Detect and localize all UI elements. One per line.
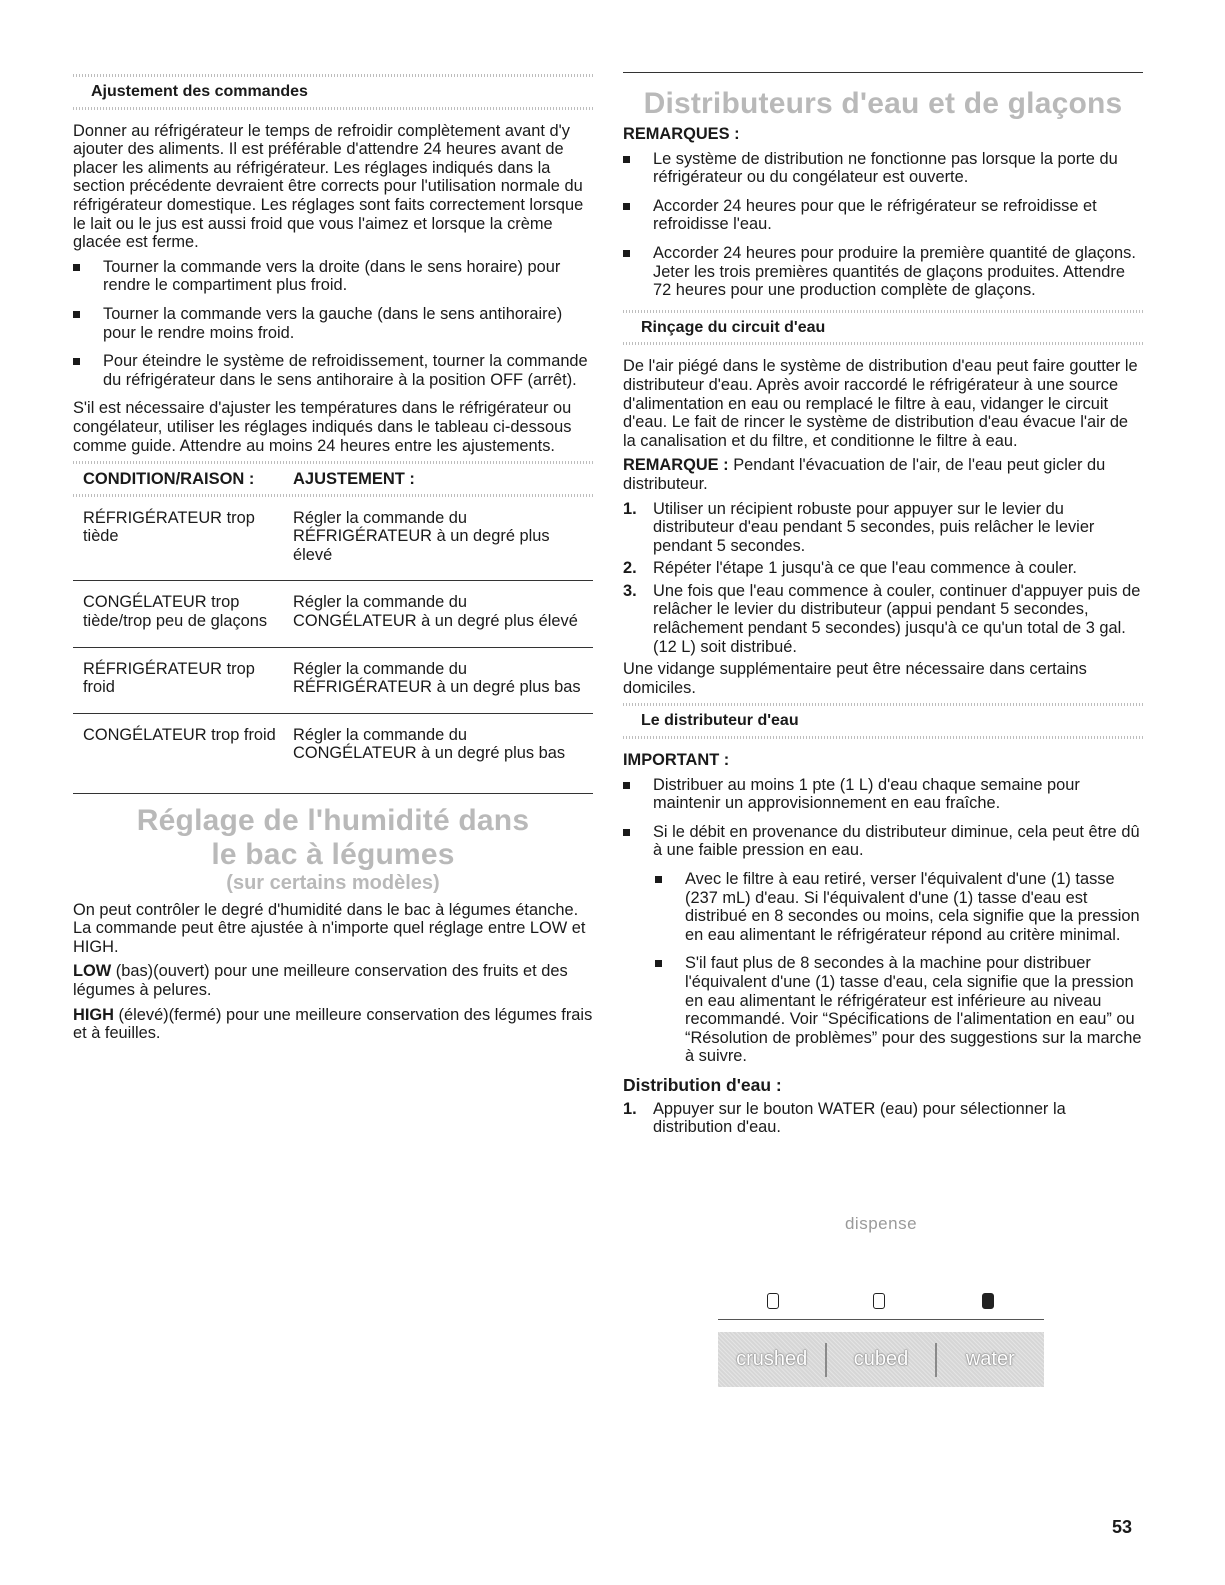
- low-text: (bas)(ouvert) pour une meilleure conservation des fruits et des légumes à pelures.: [73, 962, 568, 999]
- remarques-label: REMARQUES :: [623, 125, 740, 143]
- section-heading-distributeur: Le distributeur d'eau: [623, 703, 1143, 739]
- table-cell: Régler la commande du RÉFRIGÉRATEUR à un degré plus élevé: [283, 497, 593, 581]
- water-button[interactable]: water: [965, 1348, 1015, 1371]
- high-paragraph: [73, 1006, 593, 1043]
- distribution-steps: [623, 1100, 1143, 1137]
- adjust-note: S'il est nécessaire d'ajuster les températures dans le réfrigérateur ou congélateur, utiliser les réglages indiqués dans le tableau ci-dessous comme guide. Attendre au moins 24 heures entre les ajustements.: [73, 399, 572, 455]
- step-number: 1.: [623, 1099, 637, 1118]
- list-item: [623, 500, 1143, 556]
- crushed-button[interactable]: crushed: [736, 1348, 808, 1371]
- section-rule: [623, 72, 1143, 73]
- table-row: [73, 497, 593, 581]
- section-heading-rincage: Rinçage du circuit d'eau: [623, 310, 1143, 346]
- table-row: [73, 581, 593, 647]
- left-column: [73, 0, 593, 1049]
- table-cell: CONGÉLATEUR trop froid: [73, 713, 283, 793]
- list-item: Tourner la commande vers la gauche (dans le sens antihoraire) pour le rendre moins froid.: [73, 305, 593, 342]
- panel-divider: [718, 1319, 1044, 1320]
- step-number: 3.: [623, 581, 637, 600]
- dispenser-control-panel: [718, 1215, 1044, 1390]
- adjust-bullet-list: [73, 258, 593, 390]
- dispenser-button-strip: [718, 1332, 1044, 1387]
- table-row: [73, 713, 593, 793]
- remarque-label: REMARQUE :: [623, 456, 729, 475]
- step-number: 1.: [623, 499, 637, 518]
- list-item: [623, 1100, 1143, 1137]
- dispense-label: dispense: [844, 1214, 918, 1233]
- step-text: Une fois que l'eau commence à couler, continuer d'appuyer puis de relâcher le levier du distributeur (appui pendant 5 secondes, relâchement pendant 5 secondes) jusqu'à ce qu'un total de 3 gal. (12 L) soit distribué.: [653, 581, 1141, 656]
- adjust-intro: Donner au réfrigérateur le temps de refroidir complètement avant d'y ajouter des aliments. Il est préférable d'attendre 24 heures avant de placer les aliments au réfrigérateur. Les réglages indiqués dans la section précédente devraient être corrects pour l'utilisation normale du réfrigérateur domestique. Les réglages sont faits correctement lorsque le lait ou le jus est aussi froid que vous l'aimez et lorsque la crème glacée est ferme.: [73, 121, 584, 252]
- humidity-intro: On peut contrôler le degré d'humidité dans le bac à légumes étanche. La commande peut être ajustée à n'importe quel réglage entre LOW et HIGH.: [73, 900, 586, 956]
- table-cell: RÉFRIGÉRATEUR trop froid: [73, 647, 283, 713]
- list-item: S'il faut plus de 8 secondes à la machine pour distribuer l'équivalent d'une (1) tasse d'eau, cela signifie que la pression en eau alimentant le réfrigérateur est inférieure au niveau recommandé. Voir “Spécifications de l'alimentation en eau” ou “Résolution de problèmes” pour des suggestions sur la marche à suivre.: [623, 954, 1143, 1066]
- humidity-title-line2: le bac à légumes: [211, 838, 455, 872]
- table-header-adjustment: AJUSTEMENT :: [283, 461, 593, 497]
- important-sub-list: [623, 870, 1143, 1066]
- rincage-intro: De l'air piégé dans le système de distribution d'eau peut faire goutter le distributeur d'eau. Après avoir raccordé le réfrigérateur à une source d'alimentation en eau ou remplacé le filtre à eau, vidanger le circuit d'eau. Le fait de rincer le système de distribution d'eau évacue l'air de la canalisation et du filtre, et conditionne le filtre à eau.: [623, 357, 1138, 450]
- page-number: 53: [1112, 1517, 1133, 1537]
- table-cell: Régler la commande du CONGÉLATEUR à un degré plus élevé: [283, 581, 593, 647]
- important-list: [623, 776, 1143, 860]
- remarques-list: [623, 150, 1143, 300]
- crushed-indicator-light: [767, 1293, 779, 1309]
- cubed-button[interactable]: cubed: [853, 1348, 909, 1371]
- table-cell: CONGÉLATEUR trop tiède/trop peu de glaçons: [73, 581, 283, 647]
- remarque-paragraph: [623, 456, 1143, 493]
- list-item: Avec le filtre à eau retiré, verser l'équivalent d'une (1) tasse (237 mL) d'eau. Si l'équivalent d'une (1) tasse d'eau est distribué en 8 secondes ou moins, cela signifie que la pression en eau alimentant le réfrigérateur répond au critère minimal.: [623, 870, 1143, 944]
- high-text: (élevé)(fermé) pour une meilleure conservation des légumes frais et à feuilles.: [73, 1005, 593, 1043]
- humidity-subtitle: (sur certains modèles): [226, 872, 440, 895]
- list-item: Le système de distribution ne fonctionne pas lorsque la porte du réfrigérateur ou du congélateur est ouverte.: [623, 150, 1143, 187]
- list-item: Tourner la commande vers la droite (dans le sens horaire) pour rendre le compartiment plus froid.: [73, 258, 593, 295]
- distribution-heading: Distribution d'eau :: [623, 1074, 782, 1095]
- rincage-steps: [623, 500, 1143, 657]
- list-item: [623, 582, 1143, 656]
- dispenser-title: Distributeurs d'eau et de glaçons: [643, 87, 1123, 120]
- list-item: [623, 559, 1143, 578]
- table-header-row: [73, 461, 593, 497]
- cubed-indicator-light: [873, 1293, 885, 1309]
- important-label: IMPORTANT :: [623, 751, 730, 770]
- step-text: Répéter l'étape 1 jusqu'à ce que l'eau commence à couler.: [653, 559, 1077, 578]
- step-text: Appuyer sur le bouton WATER (eau) pour sélectionner la distribution d'eau.: [653, 1099, 1066, 1137]
- right-column: [623, 0, 1143, 1141]
- table-cell: Régler la commande du CONGÉLATEUR à un degré plus bas: [283, 713, 593, 793]
- humidity-title-line1: Réglage de l'humidité dans: [136, 804, 530, 838]
- table-row: [73, 647, 593, 713]
- list-item: Accorder 24 heures pour que le réfrigérateur se refroidisse et refroidisse l'eau.: [623, 197, 1143, 234]
- water-indicator-light: [982, 1293, 994, 1309]
- list-item: Accorder 24 heures pour produire la première quantité de glaçons. Jeter les trois premières quantités de glaçons produites. Attendre 72 heures pour une production complète de glaçons.: [623, 244, 1143, 300]
- step-text: Utiliser un récipient robuste pour appuyer sur le levier du distributeur d'eau pendant 5 secondes, puis relâcher le levier pendant 5 secondes.: [653, 499, 1095, 555]
- low-label: LOW: [73, 962, 112, 981]
- list-item: Si le débit en provenance du distributeur diminue, cela peut être dû à une faible pression en eau.: [623, 823, 1143, 860]
- list-item: Distribuer au moins 1 pte (1 L) d'eau chaque semaine pour maintenir un approvisionnement en eau fraîche.: [623, 776, 1143, 813]
- table-cell: RÉFRIGÉRATEUR trop tiède: [73, 497, 283, 581]
- remarque-text: Pendant l'évacuation de l'air, de l'eau peut gicler du distributeur.: [623, 456, 1106, 493]
- high-label: HIGH: [73, 1005, 114, 1024]
- step-number: 2.: [623, 559, 637, 578]
- table-header-condition: CONDITION/RAISON :: [73, 461, 283, 497]
- adjustment-table: [73, 461, 593, 794]
- rincage-note: Une vidange supplémentaire peut être nécessaire dans certains domiciles.: [623, 660, 1087, 697]
- section-heading-adjust: Ajustement des commandes: [73, 74, 593, 110]
- table-cell: Régler la commande du RÉFRIGÉRATEUR à un degré plus bas: [283, 647, 593, 713]
- list-item: Pour éteindre le système de refroidissement, tourner la commande du réfrigérateur dans le sens antihoraire à la position OFF (arrêt).: [73, 352, 593, 389]
- low-paragraph: [73, 962, 593, 999]
